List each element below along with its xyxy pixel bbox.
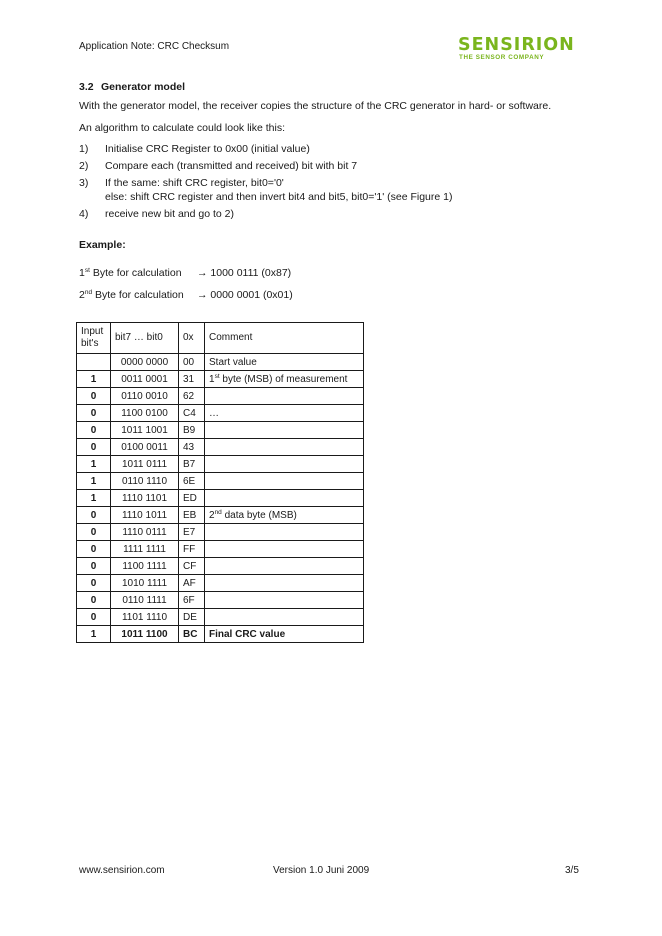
cell-comment xyxy=(205,558,364,575)
cell-comment: Start value xyxy=(205,354,364,371)
cell-input: 1 xyxy=(77,371,111,388)
cell-hex: B7 xyxy=(179,456,205,473)
cell-input: 0 xyxy=(77,405,111,422)
cell-hex: BC xyxy=(179,626,205,643)
list-item: 2) Compare each (transmitted and received) bit with bit 7 xyxy=(79,160,358,172)
section-heading xyxy=(79,81,185,93)
table-row xyxy=(77,541,364,558)
table-row xyxy=(77,575,364,592)
table-row xyxy=(77,473,364,490)
cell-comment: 1st byte (MSB) of measurement xyxy=(205,371,364,388)
cell-input: 0 xyxy=(77,575,111,592)
crc-table xyxy=(76,322,364,643)
cell-comment xyxy=(205,473,364,490)
section-number: 3.2 xyxy=(79,81,94,93)
cell-bits: 1100 0100 xyxy=(111,405,179,422)
cell-comment xyxy=(205,609,364,626)
header-title: Application Note: CRC Checksum xyxy=(79,41,230,52)
list-item: 4) receive new bit and go to 2) xyxy=(79,208,234,220)
cell-input: 0 xyxy=(77,609,111,626)
cell-comment xyxy=(205,388,364,405)
cell-comment xyxy=(205,592,364,609)
cell-comment xyxy=(205,541,364,558)
table-row xyxy=(77,439,364,456)
cell-input: 0 xyxy=(77,422,111,439)
cell-input: 1 xyxy=(77,490,111,507)
cell-hex: B9 xyxy=(179,422,205,439)
example-heading: Example: xyxy=(79,239,126,251)
cell-hex: AF xyxy=(179,575,205,592)
cell-bits: 0110 1110 xyxy=(111,473,179,490)
table-row xyxy=(77,371,364,388)
cell-hex: FF xyxy=(179,541,205,558)
list-item: 1) Initialise CRC Register to 0x00 (initial value) xyxy=(79,143,310,155)
cell-hex: DE xyxy=(179,609,205,626)
cell-hex: 00 xyxy=(179,354,205,371)
cell-comment: … xyxy=(205,405,364,422)
intro-paragraph: With the generator model, the receiver copies the structure of the CRC generator in hard- or software. xyxy=(79,100,552,112)
cell-hex: 6E xyxy=(179,473,205,490)
table-row xyxy=(77,524,364,541)
col-comment: Comment xyxy=(205,323,364,354)
cell-bits: 1011 0111 xyxy=(111,456,179,473)
cell-input: 1 xyxy=(77,626,111,643)
cell-bits: 1110 1101 xyxy=(111,490,179,507)
calc-line-1: 1st Byte for calculation → 1000 0111 (0x87) xyxy=(79,267,292,279)
cell-bits: 1010 1111 xyxy=(111,575,179,592)
cell-input: 1 xyxy=(77,473,111,490)
cell-bits: 1011 1100 xyxy=(111,626,179,643)
table-row xyxy=(77,609,364,626)
cell-bits: 1011 1001 xyxy=(111,422,179,439)
cell-hex: 62 xyxy=(179,388,205,405)
calc-line-2: 2nd Byte for calculation → 0000 0001 (0x01) xyxy=(79,289,293,301)
table-row xyxy=(77,388,364,405)
cell-comment: 2nd data byte (MSB) xyxy=(205,507,364,524)
cell-bits: 0110 1111 xyxy=(111,592,179,609)
list-item: 3) If the same: shift CRC register, bit0='0' else: shift CRC register and then invert bit4 and bit5, bit0='1' (see Figure 1) xyxy=(79,177,453,203)
cell-comment xyxy=(205,439,364,456)
cell-input: 0 xyxy=(77,507,111,524)
table-row xyxy=(77,558,364,575)
table-row xyxy=(77,490,364,507)
table-row xyxy=(77,626,364,643)
cell-comment xyxy=(205,524,364,541)
cell-input xyxy=(77,354,111,371)
cell-hex: 43 xyxy=(179,439,205,456)
cell-input: 0 xyxy=(77,388,111,405)
table-row xyxy=(77,592,364,609)
cell-bits: 1100 1111 xyxy=(111,558,179,575)
cell-hex: E7 xyxy=(179,524,205,541)
cell-bits: 1111 1111 xyxy=(111,541,179,558)
table-row xyxy=(77,456,364,473)
cell-comment xyxy=(205,575,364,592)
cell-bits: 0100 0011 xyxy=(111,439,179,456)
cell-hex: CF xyxy=(179,558,205,575)
cell-hex: ED xyxy=(179,490,205,507)
cell-comment xyxy=(205,490,364,507)
footer-website: www.sensirion.com xyxy=(79,865,165,876)
col-bits: bit7 … bit0 xyxy=(111,323,179,354)
cell-input: 0 xyxy=(77,439,111,456)
cell-bits: 1110 0111 xyxy=(111,524,179,541)
logo-tagline: THE SENSOR COMPANY xyxy=(459,54,545,61)
footer-version: Version 1.0 Juni 2009 xyxy=(273,865,370,876)
cell-comment xyxy=(205,422,364,439)
table-row xyxy=(77,422,364,439)
table-header-row xyxy=(77,323,364,354)
sensirion-logo xyxy=(458,36,575,62)
cell-comment xyxy=(205,456,364,473)
cell-comment: Final CRC value xyxy=(205,626,364,643)
cell-bits: 0011 0001 xyxy=(111,371,179,388)
cell-input: 0 xyxy=(77,541,111,558)
algorithm-intro: An algorithm to calculate could look like this: xyxy=(79,122,286,134)
cell-input: 0 xyxy=(77,558,111,575)
algorithm-steps xyxy=(79,142,599,224)
table-row xyxy=(77,354,364,371)
cell-bits: 1110 1011 xyxy=(111,507,179,524)
footer-page: 3/5 xyxy=(565,865,579,876)
cell-hex: 6F xyxy=(179,592,205,609)
cell-input: 0 xyxy=(77,592,111,609)
cell-input: 1 xyxy=(77,456,111,473)
col-input: Input bit's xyxy=(77,323,111,354)
cell-bits: 1101 1110 xyxy=(111,609,179,626)
cell-bits: 0000 0000 xyxy=(111,354,179,371)
cell-bits: 0110 0010 xyxy=(111,388,179,405)
cell-input: 0 xyxy=(77,524,111,541)
section-title: Generator model xyxy=(101,81,186,93)
table-row xyxy=(77,405,364,422)
logo-wordmark: SENSIRION xyxy=(458,35,575,55)
cell-hex: C4 xyxy=(179,405,205,422)
col-hex: 0x xyxy=(179,323,205,354)
table-row xyxy=(77,507,364,524)
cell-hex: EB xyxy=(179,507,205,524)
cell-hex: 31 xyxy=(179,371,205,388)
